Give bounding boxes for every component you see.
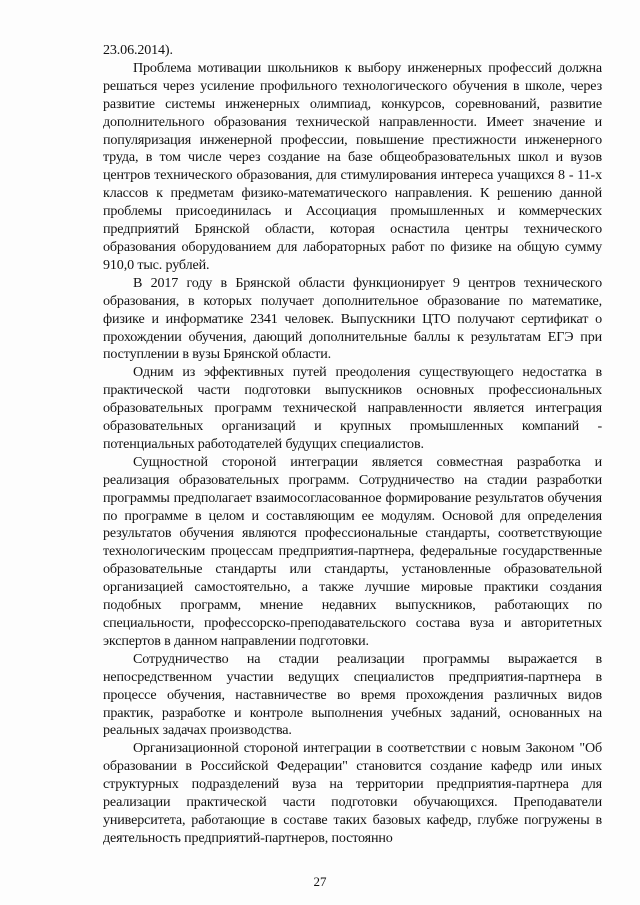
paragraph-centers-2017: В 2017 году в Брянской области функционирует 9 центров технического образования, в которых получает дополнительное образование по математике, физике и информатике 2341 человек. Выпускники ЦТО получают сертификат о прохождении обучения, дающий дополнительные баллы к результатам ЕГЭ при поступлении в вузы Брянской области. [103, 274, 602, 363]
paragraph-motivation: Проблема мотивации школьников к выбору инженерных профессий должна решаться через усиление профильного технологического обучения в школе, через развитие системы инженерных олимпиад, конкурсов, соревнований, развитие дополнительного образования технической направленности. Имеет значение и популяризация инженерной профессии, повышение престижности инженерного труда, в том числе через создание на базе общеобразовательных школ и вузов центров технического образования, для стимулирования интереса учащихся 8 - 11-х классов к предметам физико-математического направления. К решению данной проблемы присоединилась и Ассоциация промышленных и коммерческих предприятий Брянской области, которая оснастила центры технического образования оборудованием для лабораторных работ по физике на общую сумму 910,0 тыс. рублей. [103, 59, 602, 273]
paragraph-organizational-side: Организационной стороной интеграции в соответствии с новым Законом "Об образовании в Российской Федерации" становится создание кафедр или иных структурных подразделений вуза на территории предприятия-партнера для реализации практической части подготовки обучающихся. Преподаватели университета, работающие в составе таких базовых кафедр, глубже погружены в деятельность предприятий-партнеров, постоянно [103, 740, 602, 846]
paragraph-integration: Одним из эффективных путей преодоления существующего недостатка в практической части подготовки выпускников основных профессиональных образовательных программ технической направленности является интеграция образовательных организаций и крупных промышленных компаний - потенциальных работодателей будущих специалистов. [103, 364, 602, 452]
paragraph-date-continuation: 23.06.2014). [103, 42, 173, 58]
paragraph-cooperation: Сотрудничество на стадии реализации программы выражается в непосредственном участии ведущих специалистов предприятия-партнера в процессе обучения, наставничестве во время прохождения различных видов практик, разработке и контроле выполнения учебных заданий, основанных на реальных задачах производства. [103, 650, 602, 739]
body-text [103, 42, 602, 848]
page-number: 27 [313, 874, 327, 889]
paragraph-essential-side: Сущностной стороной интеграции является совместная разработка и реализация образовательных программ. Сотрудничество на стадии разработки программы предполагает взаимосогласованное формирование результатов обучения по программе в целом и составляющим ее модулям. Основой для определения результатов обучения являются профессиональные стандарты, соответствующие технологическим процессам предприятия-партнера, федеральные государственные образовательные стандарты или стандарты, установленные образовательной организацией самостоятельно, а также лучшие мировые практики создания подобных программ, мнение недавних выпускников, работающих по специальности, профессорско-преподавательского состава вуза и авторитетных экспертов в данном направлении подготовки. [103, 453, 602, 649]
